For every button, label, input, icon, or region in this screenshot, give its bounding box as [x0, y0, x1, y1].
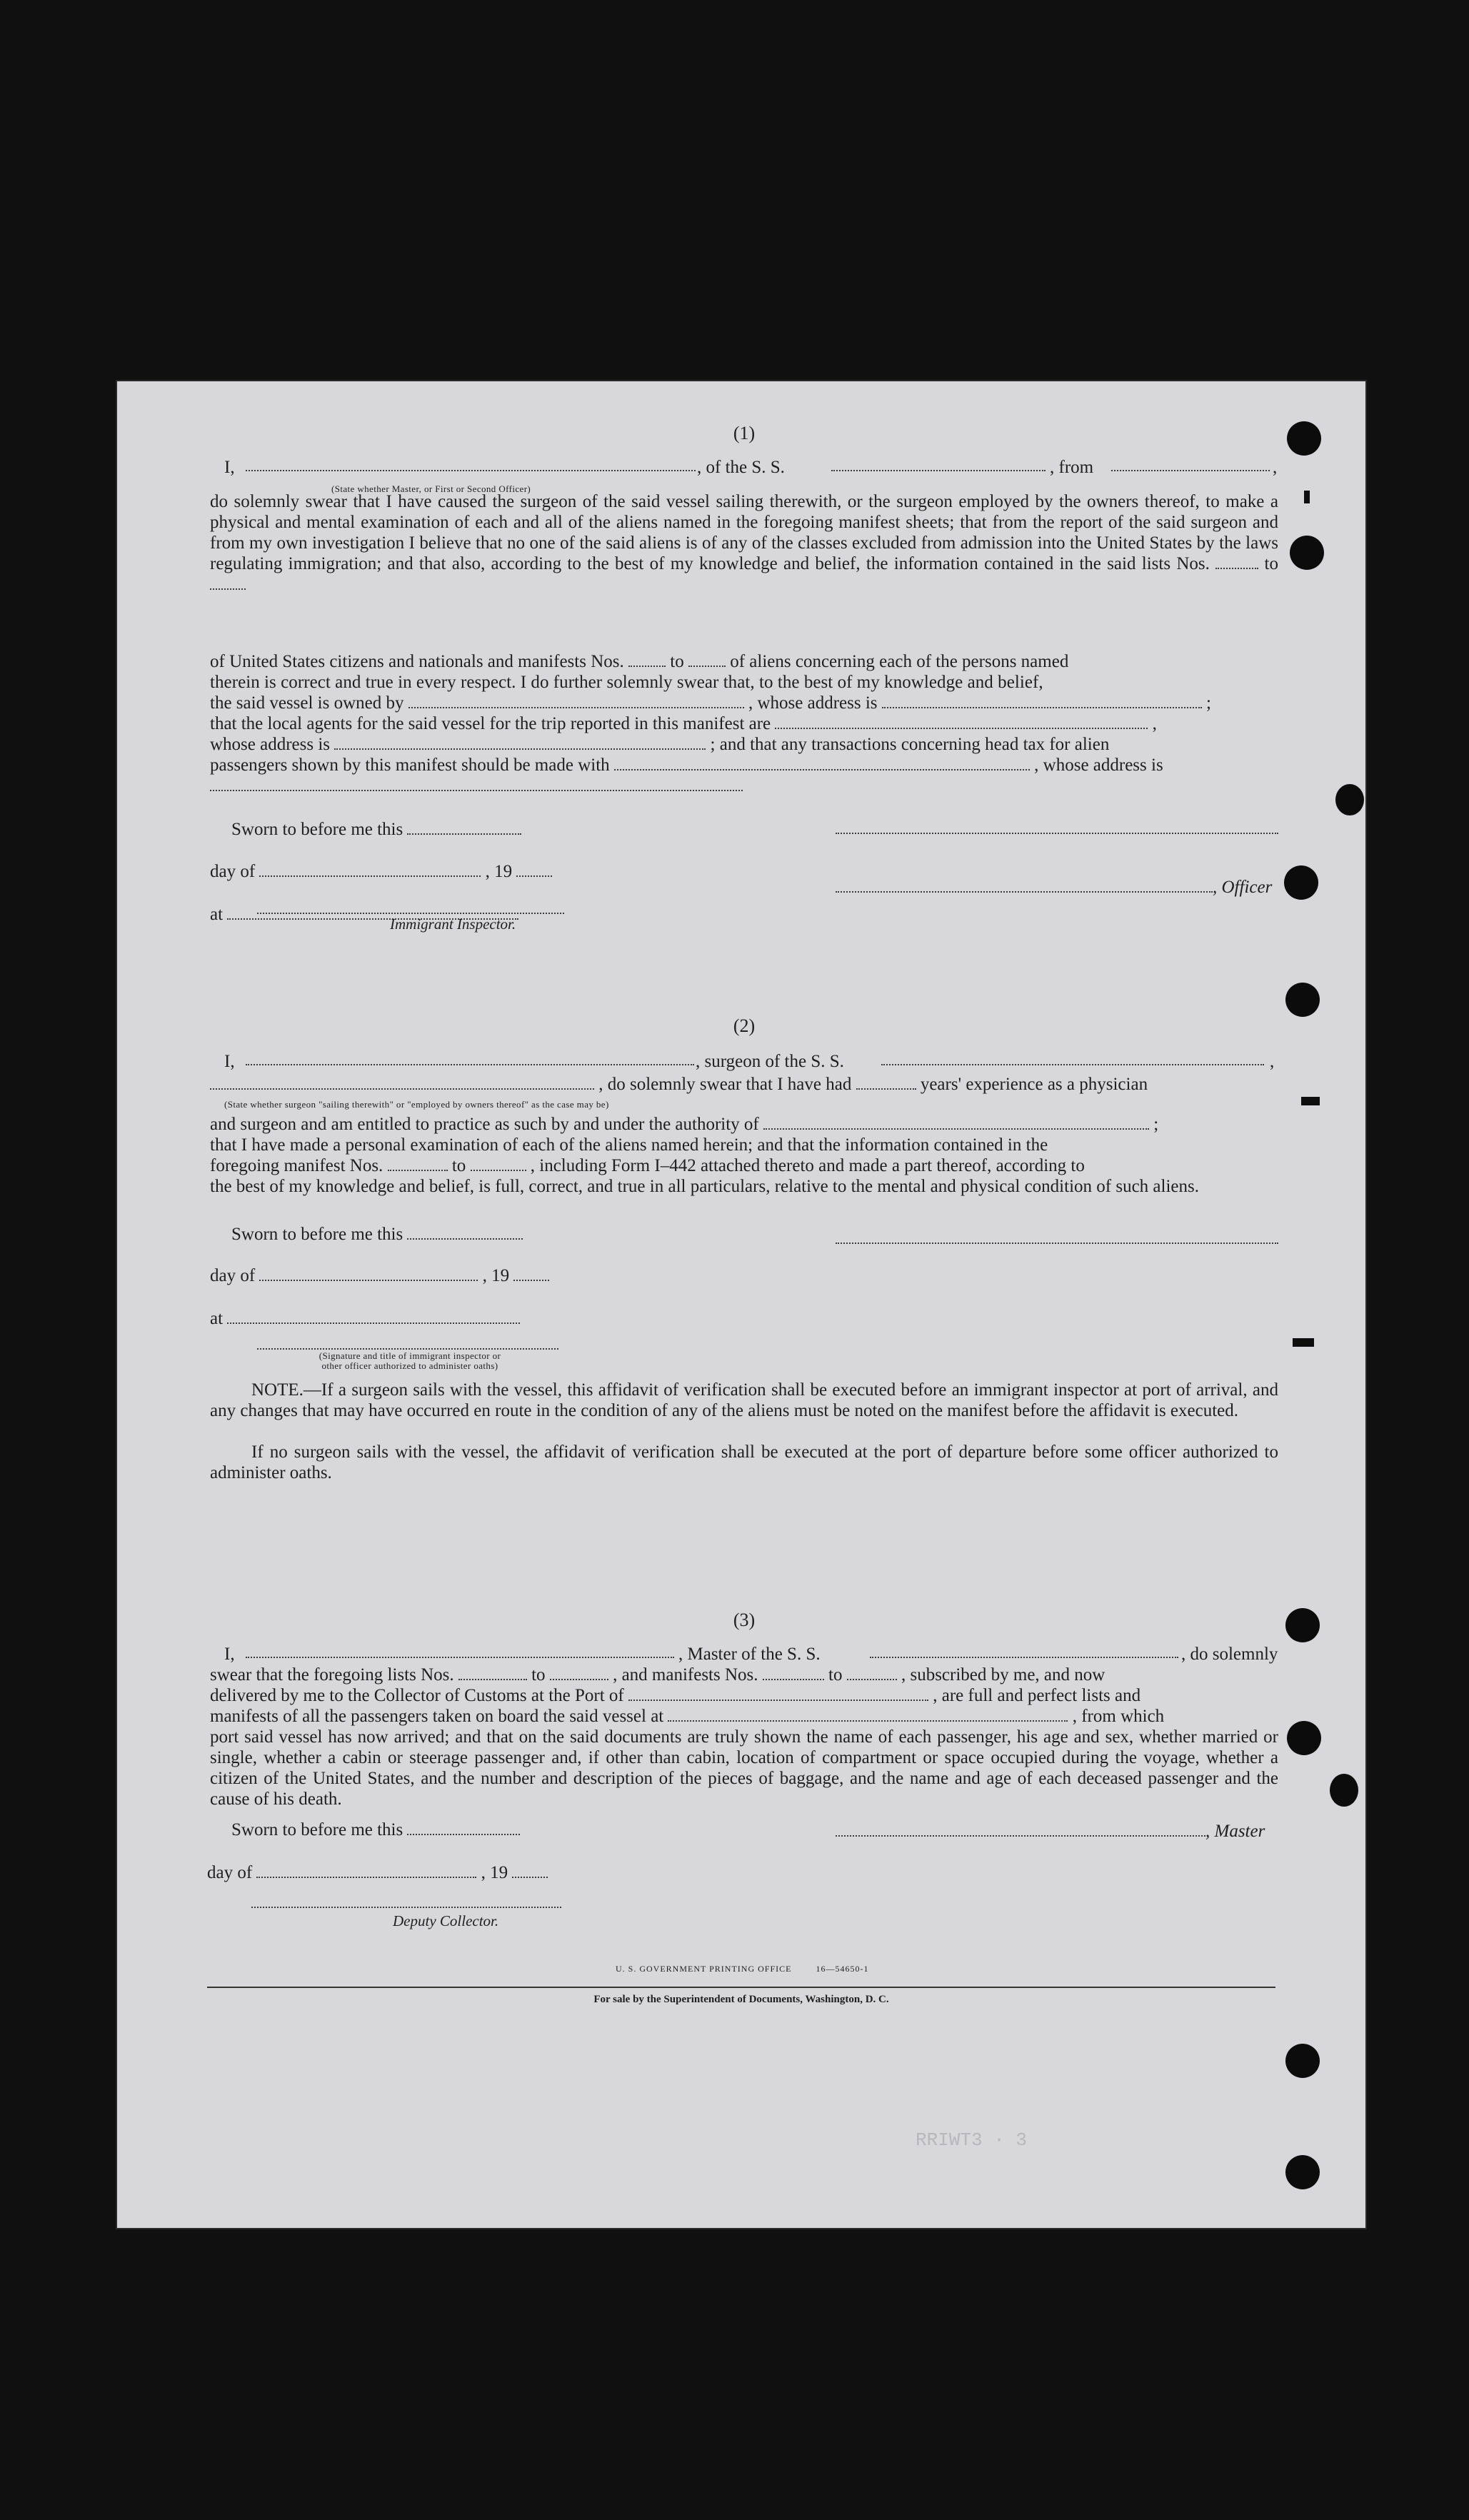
semicolon: ;	[1206, 693, 1211, 713]
manifest-no-from-field[interactable]	[388, 1157, 448, 1171]
owned-by-label: the said vessel is owned by	[210, 693, 404, 713]
authority-label: and surgeon and am entitled to practice as such by and under the authority of	[210, 1115, 759, 1134]
sworn-date-field[interactable]	[407, 1225, 523, 1240]
year-field[interactable]	[516, 863, 552, 877]
master-name-field[interactable]	[246, 1644, 674, 1658]
surgeon-status-field[interactable]	[210, 1075, 594, 1090]
vessel-name-field[interactable]	[870, 1644, 1178, 1658]
officer-name-field[interactable]	[246, 457, 696, 471]
from-port-field[interactable]	[1111, 457, 1270, 471]
delivered-label: delivered by me to the Collector of Customs at the Port of	[210, 1686, 624, 1705]
edge-mark	[1304, 491, 1310, 503]
head-tax-label: ; and that any transactions concerning head tax for alien	[710, 735, 1110, 754]
whose-address-label: , whose address is	[748, 693, 878, 713]
master-of-label: , Master of the S. S.	[678, 1645, 821, 1664]
swear-label: swear that the foregoing lists Nos.	[210, 1665, 454, 1685]
month-field[interactable]	[259, 863, 481, 877]
month-field[interactable]	[256, 1864, 476, 1878]
port-field[interactable]	[628, 1687, 928, 1701]
manifest-no-from-field[interactable]	[628, 653, 666, 667]
punch-hole	[1330, 1774, 1358, 1807]
sworn-date-field[interactable]	[407, 820, 521, 835]
day-of-label: day of	[210, 862, 256, 881]
head-tax-contact-field[interactable]	[614, 756, 1030, 770]
oath-paragraph	[210, 491, 1278, 595]
master-signature-field[interactable]	[836, 1822, 1205, 1837]
signature-note-line: other officer authorized to administer oaths)	[321, 1360, 498, 1371]
local-agents-label: that the local agents for the said vessel for the trip reported in this manifest are	[210, 714, 771, 733]
label-i: I,	[224, 1052, 235, 1071]
gpo-label: U. S. GOVERNMENT PRINTING OFFICE	[616, 1964, 792, 1974]
punch-hole	[1285, 983, 1320, 1017]
inspector-label: Immigrant Inspector.	[390, 915, 516, 933]
rest-paragraph: the best of my knowledge and belief, is full, correct, and true in all particulars, relative to the mental and physical condition of such aliens.	[210, 1177, 1199, 1196]
master-label: , Master	[1205, 1822, 1265, 1841]
deputy-label: Deputy Collector.	[393, 1912, 499, 1929]
comma: ,	[1152, 714, 1157, 733]
day-of-label: day of	[210, 1266, 256, 1285]
manifest-no-to-field[interactable]	[688, 653, 726, 667]
head-tax-address-field[interactable]	[210, 777, 743, 791]
label-i: I,	[224, 458, 235, 477]
sale-notice: For sale by the Superintendent of Documents, Washington, D. C.	[593, 1994, 889, 2005]
sworn-date-field[interactable]	[407, 1821, 520, 1835]
embark-port-field[interactable]	[668, 1707, 1068, 1722]
years-label: years' experience as a physician	[920, 1075, 1148, 1094]
do-swear-label: , do solemnly swear that I have had	[598, 1075, 852, 1094]
vessel-name-field[interactable]	[831, 457, 1046, 471]
surgeon-status-note: (State whether surgeon "sailing therewith" or "employed by owners thereof" as the case may be)	[224, 1099, 609, 1110]
and-manifests-label: , and manifests Nos.	[613, 1665, 758, 1685]
section-number: (2)	[733, 1015, 756, 1036]
whose-address-label: whose address is	[210, 735, 331, 754]
punch-hole	[1287, 421, 1321, 456]
punch-hole	[1284, 865, 1318, 900]
year-label: , 19	[482, 1266, 510, 1285]
at-label: at	[210, 1309, 224, 1328]
vessel-name-field[interactable]	[881, 1051, 1264, 1065]
list-no-from-field[interactable]	[1215, 555, 1258, 569]
year-field[interactable]	[512, 1864, 548, 1878]
whose-address-label: , whose address is	[1034, 756, 1163, 775]
officer-label: , Officer	[1213, 878, 1273, 897]
label-to: to	[828, 1665, 843, 1685]
section-number: (1)	[733, 423, 756, 443]
label-to: to	[670, 652, 684, 671]
manifests-label: manifests of all the passengers taken on board the said vessel at	[210, 1707, 664, 1726]
officer-signature-field[interactable]	[836, 878, 1213, 893]
aliens-label: of aliens concerning each of the persons named	[730, 652, 1069, 671]
bleed-through-text: RRIWT3 · 3	[916, 2129, 1028, 2151]
manifest-no-from-field[interactable]	[763, 1666, 824, 1680]
owner-field[interactable]	[408, 694, 744, 708]
sworn-label: Sworn to before me this	[231, 820, 403, 839]
list-no-to-field[interactable]	[210, 576, 246, 590]
signature-note-line: (Signature and title of immigrant inspector or	[319, 1350, 501, 1361]
manifest-no-to-field[interactable]	[847, 1666, 897, 1680]
section-number: (3)	[733, 1610, 756, 1630]
rest-paragraph: port said vessel has now arrived; and that on the said documents are truly shown the name of each passenger, his age and sex, whether married or single, whether a cabin or steerage passenger and, if other than cabin, location of compartment or space occupied during the voyage, whether a citizen of the United States, and the number and description of the pieces of baggage, and the name and age of each deceased passenger and the cause of his death.	[210, 1727, 1278, 1809]
surgeon-signature-line[interactable]	[836, 1243, 1278, 1244]
officer-signature-top-line[interactable]	[836, 833, 1278, 834]
at-label: at	[210, 905, 224, 924]
therein-line: therein is correct and true in every respect. I do further solemnly swear that, to the best of my knowledge and belief,	[210, 673, 1043, 692]
year-field[interactable]	[513, 1267, 549, 1281]
label-to: to	[1264, 554, 1278, 573]
punch-hole	[1285, 2044, 1320, 2078]
punch-hole	[1285, 1608, 1320, 1642]
signature-note	[267, 1351, 553, 1371]
comma: ,	[1273, 458, 1278, 477]
label-to: to	[531, 1665, 546, 1685]
place-field[interactable]	[227, 1310, 520, 1324]
punch-hole	[1335, 784, 1364, 815]
list-no-to-field[interactable]	[550, 1666, 608, 1680]
label-to: to	[451, 1156, 466, 1175]
surgeon-of-label: , surgeon of the S. S.	[696, 1052, 844, 1071]
surgeon-name-field[interactable]	[246, 1051, 694, 1065]
us-citizens-label: of United States citizens and nationals and manifests Nos.	[210, 652, 624, 671]
punch-hole	[1285, 2155, 1320, 2189]
sworn-label: Sworn to before me this	[231, 1820, 403, 1839]
label-of-ss: , of the S. S.	[697, 458, 785, 477]
punch-hole	[1290, 536, 1324, 570]
foregoing-label: foregoing manifest Nos.	[210, 1156, 383, 1175]
year-label: , 19	[481, 1863, 508, 1882]
local-agents-field[interactable]	[775, 715, 1148, 729]
edge-mark	[1301, 1097, 1320, 1105]
passengers-label: passengers shown by this manifest should be made with	[210, 756, 610, 775]
label-from: , from	[1050, 458, 1094, 477]
deputy-signature-line[interactable]	[251, 1907, 561, 1908]
gpo-imprint	[616, 1964, 868, 1974]
form-page	[116, 380, 1367, 2229]
affidavit-section-1	[210, 423, 1278, 923]
full-lists-label: , are full and perfect lists and	[933, 1686, 1141, 1705]
punch-hole	[1287, 1721, 1321, 1755]
comma: ,	[1270, 1052, 1275, 1071]
authority-field[interactable]	[763, 1115, 1149, 1130]
owner-address-field[interactable]	[882, 694, 1202, 708]
manifest-no-to-field[interactable]	[471, 1157, 526, 1171]
do-solemnly-label: , do solemnly	[1181, 1645, 1278, 1664]
month-field[interactable]	[259, 1267, 478, 1281]
sworn-label: Sworn to before me this	[231, 1225, 403, 1244]
form-label: , including Form I–442 attached thereto and made a part thereof, according to	[530, 1156, 1085, 1175]
affidavit-section-3	[207, 1610, 1278, 2009]
oath-body: do solemnly swear that I have caused the surgeon of the said vessel sailing therewith, or the surgeon employed by the owners thereof, to make a physical and mental examination of each and all of the aliens named in the foregoing manifest sheets; that from the report of the said surgeon and from my own investigation I believe that no one of the said aliens is of any of the classes excluded from admission into the United States by the laws regulating immigration; and that also, according to the best of my knowledge and belief, the information contained in the said lists Nos.	[210, 492, 1278, 573]
form-code: 16—54650-1	[816, 1964, 869, 1974]
edge-mark	[1293, 1338, 1314, 1347]
day-of-label: day of	[207, 1863, 253, 1882]
affidavit-section-2	[210, 1015, 1278, 1501]
semicolon: ;	[1153, 1115, 1159, 1134]
subscribed-label: , subscribed by me, and now	[901, 1665, 1105, 1685]
inspector-signature-line[interactable]	[257, 1348, 558, 1350]
label-i: I,	[224, 1645, 235, 1664]
note-paragraph: NOTE.—If a surgeon sails with the vessel, this affidavit of verification shall be executed before an immigrant inspector at port of arrival, and any changes that may have occurred en route in the condition of any of the aliens must be noted on the manifest before the affidavit is executed.	[210, 1380, 1278, 1420]
years-field[interactable]	[856, 1075, 916, 1090]
list-no-from-field[interactable]	[458, 1666, 527, 1680]
from-which-label: , from which	[1072, 1707, 1165, 1726]
footer-rule	[207, 1987, 1275, 1988]
year-label: , 19	[485, 862, 513, 881]
officer-rank-note: (State whether Master, or First or Second Officer)	[331, 483, 531, 494]
note-paragraph-2: If no surgeon sails with the vessel, the affidavit of verification shall be executed at the port of departure before some officer authorized to administer oaths.	[210, 1442, 1278, 1482]
exam-line: that I have made a personal examination of each of the aliens named herein; and that the information contained in the	[210, 1135, 1048, 1155]
agent-address-field[interactable]	[334, 736, 706, 750]
inspector-signature-line[interactable]	[257, 913, 564, 914]
